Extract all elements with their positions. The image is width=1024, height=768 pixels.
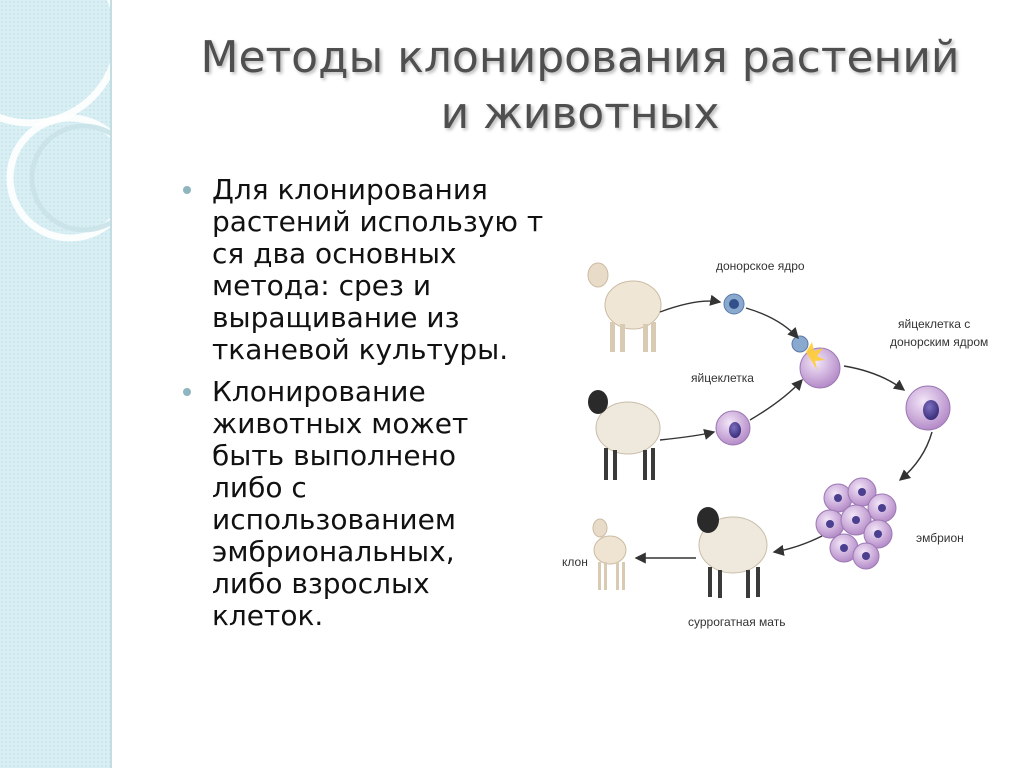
arrow [660,301,720,312]
arrow [900,432,932,480]
arrow [774,536,822,552]
side-decoration [0,0,112,768]
donor-sheep-icon [588,263,661,352]
label-egg-with-nucleus-2: донорским ядром [890,335,989,349]
egg-cell-icon [716,411,750,445]
label-donor-nucleus: донорское ядро [716,259,805,273]
label-embryo: эмбрион [916,531,964,545]
bullet-list [180,174,552,642]
bullet-text: Клонирование животных может быть выполнено либо с использованием эмбриональных, либо взрослых клеток. [212,375,469,632]
cloning-diagram [548,240,1010,640]
embryo-icon [816,478,896,569]
donor-nucleus-icon [724,294,744,314]
arrow [660,432,714,440]
bullet-item [180,174,552,366]
title-line-2: и животных [440,88,720,139]
label-surrogate: суррогатная мать [688,615,786,629]
surrogate-sheep-icon [697,507,767,598]
egg-with-donor-nucleus-icon [906,386,950,430]
fusion-cell-icon [792,336,840,388]
arrow [750,380,802,420]
arrow [844,366,904,390]
label-egg-with-nucleus-1: яйцеклетка с [898,317,971,331]
bullet-text: Для клонирования растений использую т ся два основных метода: срез и выращивание из тканевой культуры. [212,173,544,366]
slide-title [150,30,1010,142]
clone-lamb-icon [593,519,626,590]
title-line-1: Методы клонирования растений [200,32,960,83]
bullet-item [180,376,552,632]
label-clone: клон [562,555,588,569]
arrow [746,308,798,338]
bullet-icon [183,186,191,194]
label-egg: яйцеклетка [691,371,754,385]
bullet-icon [183,388,191,396]
egg-donor-sheep-icon [588,390,660,480]
